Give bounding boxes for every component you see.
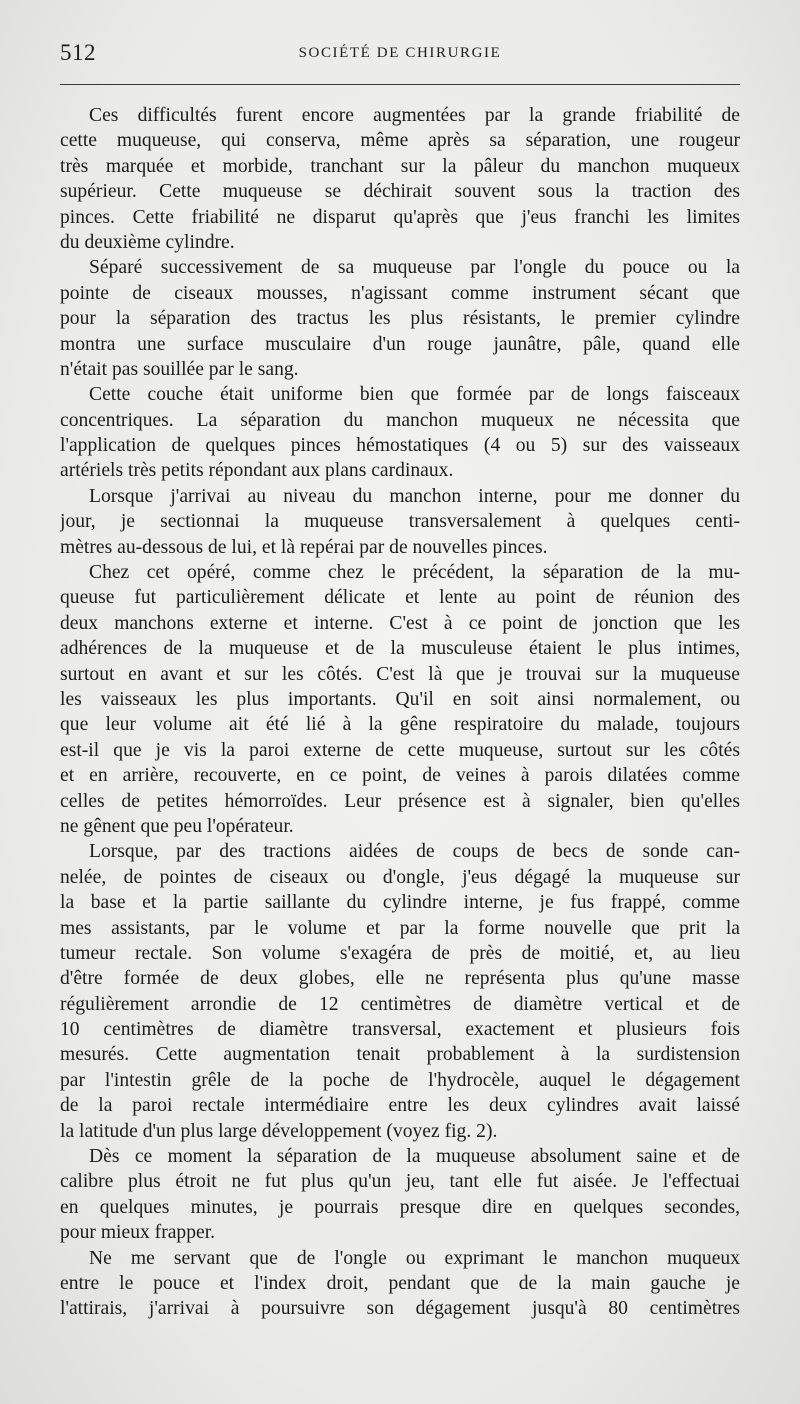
- page-number: 512: [60, 40, 96, 65]
- text-line: n'était pas souillée par le sang.: [60, 358, 299, 380]
- text-line: que leur volume ait été lié à la gêne respiratoire du malade, toujours: [60, 714, 740, 736]
- text-line: d'être formée de deux globes, elle ne représenta plus qu'une masse: [60, 968, 740, 990]
- text-line: mesurés. Cette augmentation tenait probablement à la surdistension: [60, 1044, 740, 1066]
- text-line: mètres au-dessous de lui, et là repérai par de nouvelles pinces.: [60, 536, 548, 558]
- text-line: surtout en avant et sur les côtés. C'est là que je trouvai sur la muqueuse: [60, 663, 740, 685]
- text-line: l'application de quelques pinces hémostatiques (4 ou 5) sur des vaisseaux: [60, 435, 740, 457]
- text-line: deux manchons externe et interne. C'est à ce point de jonction que les: [60, 612, 740, 634]
- text-line: Séparé successivement de sa muqueuse par l'ongle du pouce ou la: [89, 257, 740, 279]
- running-title: SOCIÉTÉ DE CHIRURGIE: [298, 45, 502, 61]
- text-line: Dès ce moment la séparation de la muqueuse absolument saine et de: [89, 1146, 740, 1168]
- text-line: Chez cet opéré, comme chez le précédent, la séparation de la mu-: [89, 562, 740, 584]
- text-line: la latitude d'un plus large développement (voyez fig. 2).: [60, 1120, 498, 1142]
- text-line: calibre plus étroit ne fut plus qu'un jeu, tant elle fut aisée. Je l'effectuai: [60, 1171, 740, 1193]
- text-line: pour la séparation des tractus les plus résistants, le premier cylindre: [60, 308, 740, 330]
- text-line: pointe de ciseaux mousses, n'agissant comme instrument sécant que: [60, 282, 740, 304]
- text-line: la base et la partie saillante du cylindre interne, je fus frappé, comme: [60, 892, 740, 914]
- text-line: Ces difficultés furent encore augmentées par la grande friabilité de: [89, 105, 740, 126]
- text-line: adhérences de la muqueuse et de la musculeuse étaient le plus intimes,: [60, 638, 740, 660]
- text-line: régulièrement arrondie de 12 centimètres de diamètre vertical et de: [60, 993, 740, 1015]
- text-line: cette muqueuse, qui conserva, même après sa séparation, une rougeur: [60, 130, 740, 152]
- text-line: pour mieux frapper.: [60, 1222, 216, 1244]
- text-line: est-il que je vis la paroi externe de cette muqueuse, surtout sur les côtés: [60, 739, 740, 761]
- text-line: du deuxième cylindre.: [60, 231, 235, 253]
- page-header: [60, 40, 740, 72]
- text-line: supérieur. Cette muqueuse se déchirait souvent sous la traction des: [60, 181, 740, 203]
- text-line: concentriques. La séparation du manchon muqueux ne nécessita que: [60, 409, 740, 431]
- header-rule: [60, 84, 740, 85]
- text-line: tumeur rectale. Son volume s'exagéra de près de moitié, et, au lieu: [60, 942, 740, 964]
- text-line: en quelques minutes, je pourrais presque dire en quelques secondes,: [60, 1196, 740, 1218]
- text-line: et en arrière, recouverte, en ce point, de veines à parois dilatées comme: [60, 765, 740, 787]
- text-line: mes assistants, par le volume et par la forme nouvelle que prit la: [60, 917, 740, 939]
- text-line: les vaisseaux les plus importants. Qu'il en soit ainsi normalement, ou: [60, 688, 740, 710]
- text-line: Lorsque j'arrivai au niveau du manchon interne, pour me donner du: [89, 485, 740, 507]
- text-line: l'attirais, j'arrivai à poursuivre son dégagement jusqu'à 80 centimètres: [60, 1298, 740, 1320]
- text-line: Cette couche était uniforme bien que formée par de longs faisceaux: [89, 384, 740, 406]
- text-line: jour, je sectionnai la muqueuse transversalement à quelques centi-: [60, 511, 740, 533]
- text-line: nelée, de pointes de ciseaux ou d'ongle, j'eus dégagé la muqueuse sur: [60, 866, 740, 888]
- body-text: [60, 103, 740, 1322]
- text-line: très marquée et morbide, tranchant sur la pâleur du manchon muqueux: [60, 155, 740, 177]
- text-line: queuse fut particulièrement délicate et lente au point de réunion des: [60, 587, 740, 609]
- text-line: Ne me servant que de l'ongle ou exprimant le manchon muqueux: [89, 1247, 740, 1269]
- text-line: de la paroi rectale intermédiaire entre les deux cylindres avait laissé: [60, 1095, 740, 1117]
- text-line: entre le pouce et l'index droit, pendant que de la main gauche je: [60, 1272, 740, 1294]
- text-line: celles de petites hémorroïdes. Leur présence est à signaler, bien qu'elles: [60, 790, 740, 812]
- text-line: par l'intestin grêle de la poche de l'hydrocèle, auquel le dégagement: [60, 1069, 740, 1091]
- text-line: pinces. Cette friabilité ne disparut qu'après que j'eus franchi les limites: [60, 206, 740, 228]
- text-line: Lorsque, par des tractions aidées de coups de becs de sonde can-: [89, 841, 740, 863]
- text-line: 10 centimètres de diamètre transversal, exactement et plusieurs fois: [60, 1019, 740, 1041]
- text-line: montra une surface musculaire d'un rouge jaunâtre, pâle, quand elle: [60, 333, 740, 355]
- text-line: ne gênent que peu l'opérateur.: [60, 815, 294, 837]
- text-line: artériels très petits répondant aux plans cardinaux.: [60, 460, 454, 482]
